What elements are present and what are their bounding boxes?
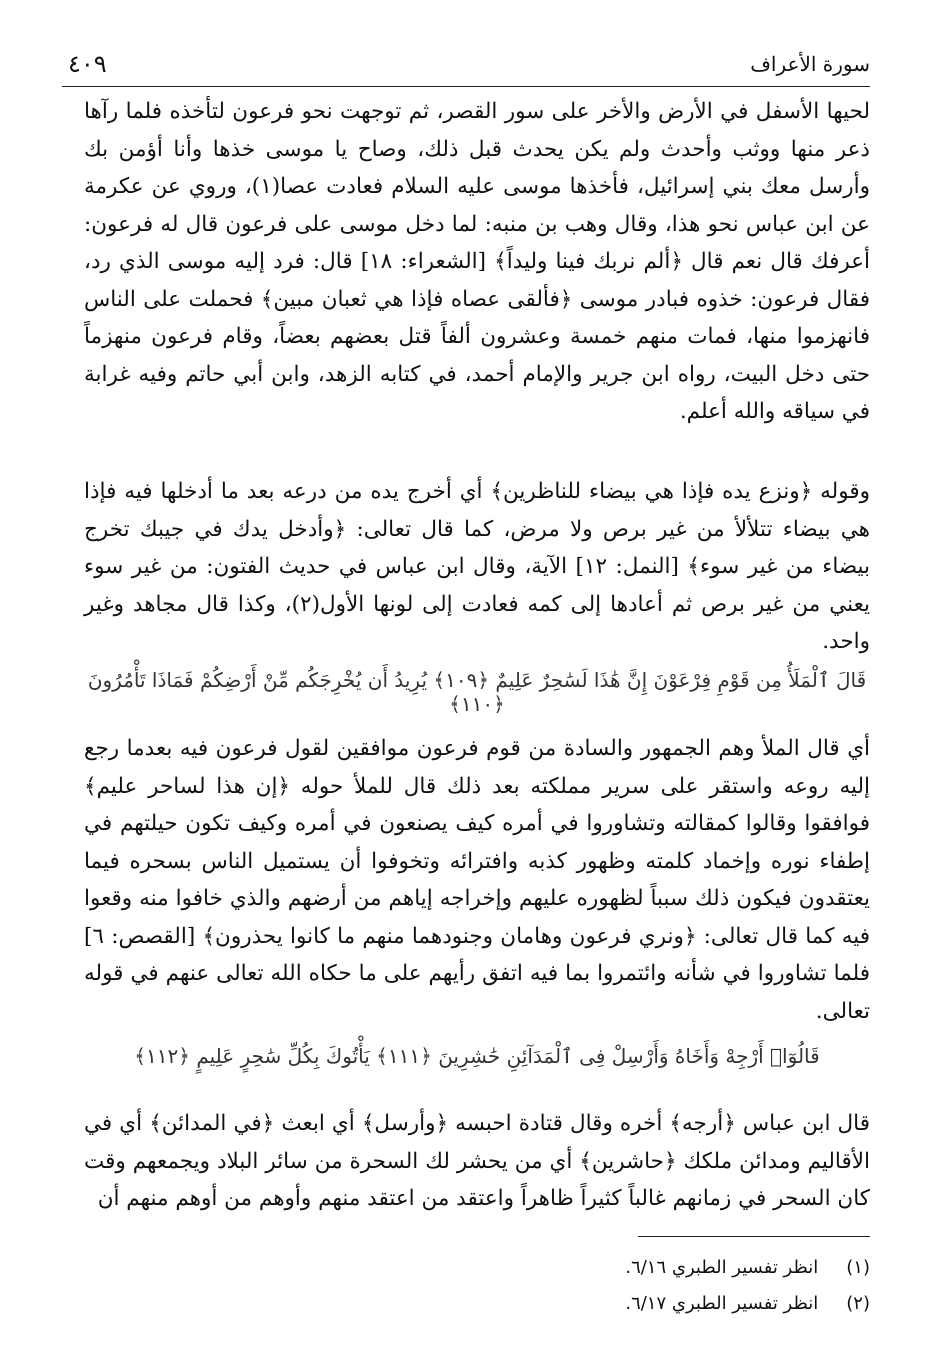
page-header xyxy=(62,46,870,87)
paragraph-4: قال ابن عباس ﴿أرجه﴾ أخره وقال قتادة احبسه ﴿وأرسل﴾ أي ابعث ﴿في المدائن﴾ أي في الأقاليم ومدائن ملكك ﴿حاشرين﴾ أي من يحشر لك السحرة من سائر البلاد ويجمعهم وقت كان السحر في زمانهم غالباً كثيراً ظاهراً واعتقد من اعتقد منهم وأوهم من أوهم منهم أن xyxy=(84,1111,870,1211)
paragraph-3: أي قال الملأ وهم الجمهور والسادة من قوم فرعون موافقين لقول فرعون فيه بعدما رجع إليه روعه واستقر على سرير مملكته بعد ذلك قال للملأ حوله ﴿إن هذا لساحر عليم﴾ فوافقوا وقالوا كمقالته وتشاوروا في أمره كيف يصنعون في أمره وكيف تكون حيلتهم في إطفاء نوره وإخماد كلمته وظهور كذبه وافترائه وتخوفوا أن يستميل الناس بسحره فيما يعتقدون فيكون ذلك سبباً لظهوره عليهم وإخراجه إياهم من أرضهم والذي خافوا منه وقعوا فيه كما قال تعالى: ﴿ونري فرعون وهامان وجنودهما منهم ما كانوا يحذرون﴾ [القصص: ٦] فلما تشاوروا في شأنه وائتمروا بما فيه اتفق رأيهم على ما حكاه الله تعالى عنهم في قوله تعالى. xyxy=(84,736,870,1024)
footnote-number: (٢) xyxy=(846,1293,870,1314)
paragraph-1: لحيها الأسفل في الأرض والأخر على سور القصر، ثم توجهت نحو فرعون لتأخذه فلما رآها ذعر منها ووثب وأحدث ولم يكن يحدث قبل ذلك، وصاح يا موسى خذها وأنا أؤمن بك وأرسل معك بني إسرائيل، فأخذها موسى عليه السلام فعادت عصا(١)، وروي عن عكرمة عن ابن عباس نحو هذا، وقال وهب بن منبه: لما دخل موسى على فرعون قال له فرعون: أعرفك قال نعم قال ﴿ألم نربك فينا وليداً﴾ [الشعراء: ١٨] قال: فرد إليه موسى الذي رد، فقال فرعون: خذوه فبادر موسى ﴿فألقى عصاه فإذا هي ثعبان مبين﴾ فحملت على الناس فانهزموا منها، فمات منهم خمسة وعشرون ألفاً قتل بعضهم بعضاً، وقام فرعون منهزماً حتى دخل البيت، رواه ابن جرير والإمام أحمد، في كتابه الزهد، وابن أبي حاتم وفيه غرابة في سياقه والله أعلم. xyxy=(84,99,871,424)
footnote-number: (١) xyxy=(846,1257,870,1278)
footnote-divider xyxy=(638,1236,870,1237)
surah-title: سورة الأعراف xyxy=(750,52,870,76)
footnote-text: انظر تفسير الطبري ٦/١٦. xyxy=(625,1257,819,1278)
footnote-1 xyxy=(450,1250,870,1286)
quran-verse-111-112: قَالُوٓا۟ أَرْجِهْ وَأَخَاهُ وَأَرْسِلْ فِى ٱلْمَدَآئِنِ حَٰشِرِينَ ﴿١١١﴾ يَأْتُوكَ بِكُلِّ سَٰحِرٍ عَلِيمٍ ﴿١١٢﴾ xyxy=(134,1044,820,1068)
page-number: ٤٠٩ xyxy=(68,50,107,78)
footnote-2 xyxy=(450,1286,870,1322)
footnote-text: انظر تفسير الطبري ٦/١٧. xyxy=(625,1293,819,1314)
quran-verse-109-110: قَالَ ٱلْمَلَأُ مِن قَوْمِ فِرْعَوْنَ إِنَّ هَٰذَا لَسَٰحِرٌ عَلِيمٌ ﴿١٠٩﴾ يُرِيدُ أَن يُخْرِجَكُم مِّنْ أَرْضِكُمْ فَمَاذَا تَأْمُرُونَ ﴿١١٠﴾ xyxy=(87,668,867,716)
footnotes xyxy=(450,1250,870,1322)
paragraph-2: وقوله ﴿ونزع يده فإذا هي بيضاء للناظرين﴾ أي أخرج يده من درعه بعد ما أدخلها فيه فإذا هي بيضاء تتلألأ من غير برص ولا مرض، كما قال تعالى: ﴿وأدخل يدك في جيبك تخرج بيضاء من غير سوء﴾ [النمل: ١٢] الآية، وقال ابن عباس في حديث الفتون: من غير سوء يعني من غير برص ثم أعادها إلى كمه فعادت إلى لونها الأول(٢)، وكذا قال مجاهد وغير واحد. xyxy=(84,479,870,654)
